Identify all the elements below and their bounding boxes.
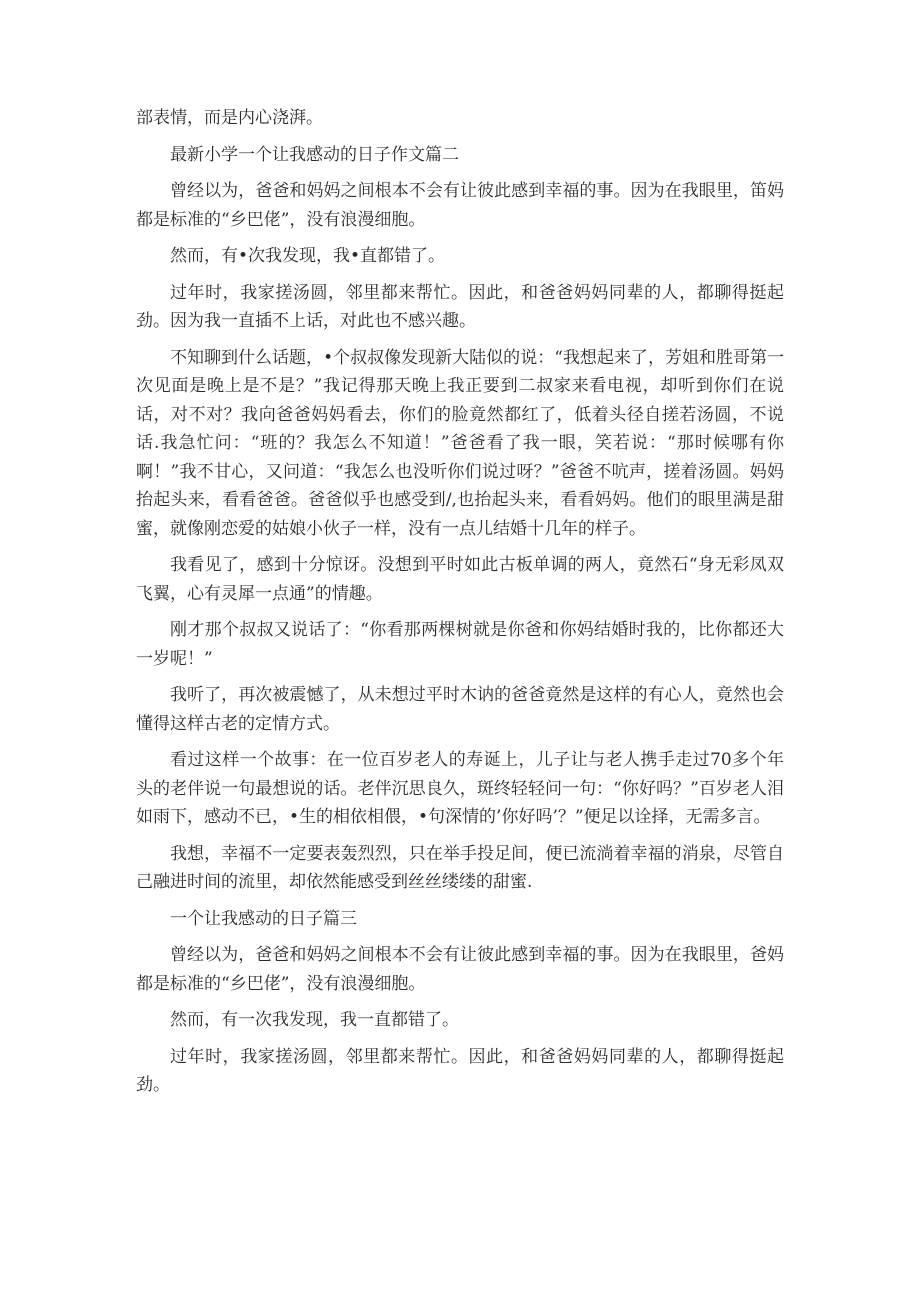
paragraph: 看过这样一个故事：在一位百岁老人的寿诞上，儿子让与老人携手走过70多个年头的老伴说一句最想说的话。老伴沉思良久，斑终轻轻问一句：“你好吗？”百岁老人泪如雨下，感动不已，•生的相依相偎，•句深情的’你好吗’？”便足以诠择，无需多言。: [136, 750, 784, 827]
paragraph: 过年时，我家搓汤圆，邻里都来帮忙。因此，和爸爸妈妈同辈的人，都聊得挺起劲。因为我一直插不上话，对此也不感兴趣。: [136, 282, 784, 331]
paragraph: 我想，幸福不一定要表轰烈烈，只在举手投足间，便已流淌着幸福的消泉，尽管自己融进时间的流里，却依然能感受到丝丝缕缕的甜蜜.: [136, 843, 784, 892]
paragraph: 我听了，再次被震憾了，从未想过平时木讷的爸爸竟然是这样的有心人，竟然也会懂得这样古老的定情方式。: [136, 685, 784, 734]
paragraph: 曾经以为，爸爸和妈妈之间根本不会有让彼此感到幸福的事。因为在我眼里，爸妈都是标准的“乡巴佬”，没有浪漫细胞。: [136, 945, 784, 994]
paragraph: 不知聊到什么话题，•个叔叔像发现新大陆似的说：“我想起来了，芳姐和胜哥第一次见面是晚上是不是？”我记得那天晚上我正要到二叔家来看电视，却听到你们在说话，对不对？我向爸爸妈妈看去，你们的脸竟然都红了，低着头径自搓若汤圆，不说话.我急忙问：“班的？我怎么不知道！”爸爸看了我一眼，笑若说：“那时候哪有你啊！”我不甘心，又问道：“我怎么也没听你们说过呀？”爸爸不吭声，搓着汤圆。妈妈抬起头来，看看爸爸。爸爸似乎也感受到/,也抬起头来，看看妈妈。他们的眼里满是甜蜜，就像刚恋爱的姑娘小伙子一样，没有一点儿结婚十几年的样子。: [136, 347, 784, 539]
paragraph: 然而，有一次我发现，我一直都错了。: [170, 1010, 459, 1030]
paragraph: 我看见了，感到十分惊讶。没想到平时如此古板单调的两人，竟然石“身无彩凤双飞翼，心有灵犀一点通”的情趣。: [136, 555, 784, 604]
paragraph: 曾经以为，爸爸和妈妈之间根本不会有让彼此感到幸福的事。因为在我眼里，笛妈都是标准的“乡巴佬”，没有浪漫细胞。: [136, 181, 784, 230]
paragraph: 然而，有•次我发现，我•直都错了。: [170, 246, 446, 266]
paragraph: 部表情，而是内心浇湃。: [136, 108, 323, 128]
document-body: [136, 104, 784, 1108]
paragraph: 刚才那个叔叔又说话了：“你看那两棵树就是你爸和你妈结婚时我的，比你都还大一岁呢！”: [136, 620, 784, 669]
paragraph: 过年时，我家搓汤圆，邻里都来帮忙。因此，和爸爸妈妈同辈的人，都聊得挺起劲。: [136, 1046, 784, 1095]
section-heading: 最新小学一个让我感动的日子作文篇二: [170, 144, 459, 165]
section-heading: 一个让我感动的日子篇三: [170, 908, 357, 929]
